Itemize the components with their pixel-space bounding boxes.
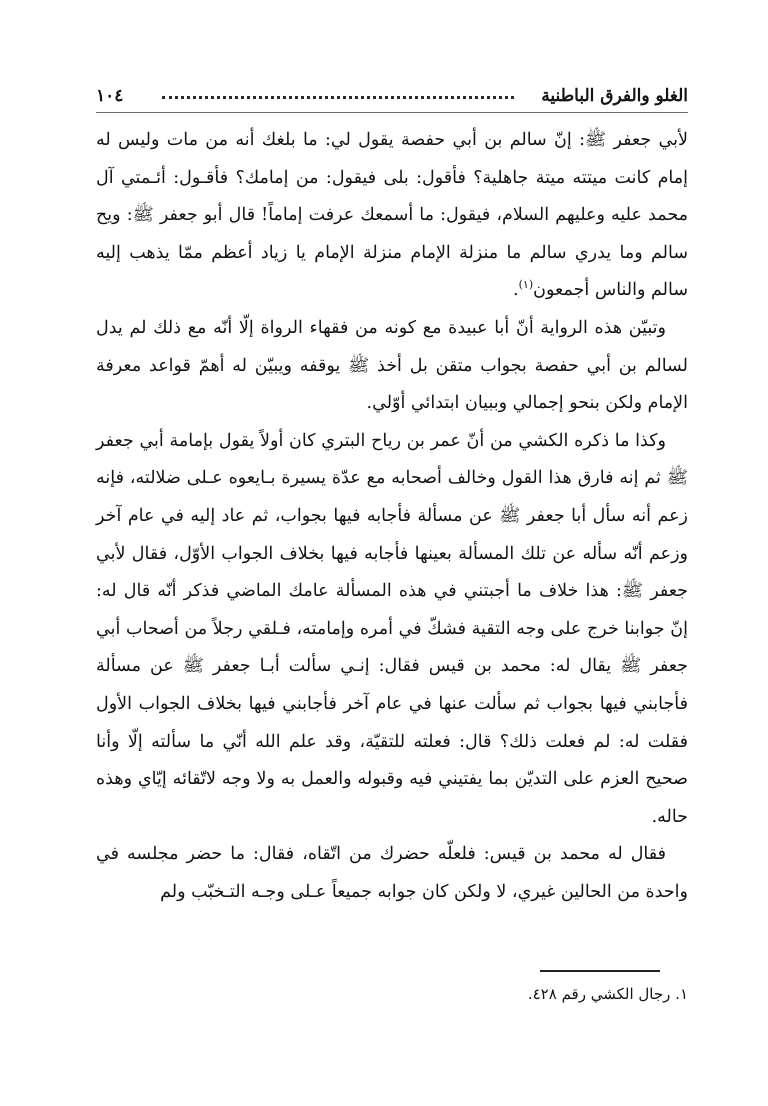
footnote-rule xyxy=(540,970,660,972)
running-title: الغلو والفرق الباطنية xyxy=(541,86,688,106)
paragraph-1-text: لأبي جعفر ﷺ: إنّ سالم بن أبي حفصة يقول لي: ما بلغك أنه من مات وليس له إمام كانت ميتته ميتة جاهلية؟ فأقول: بلى فيقول: من إمامك؟ فأقـول: أئـمتي آل محمد عليه وعليهم السلام، فيقول: ما أسمعك عرفت إماماً! قال أبو جعفر ﷺ: ويح سالم وما يدري سالم ما منزلة الإمام منزلة الإمام يا زياد أعظم ممّا يذهب إليه سالم والناس أجمعون xyxy=(96,130,688,301)
paragraph-1-end: . xyxy=(513,280,519,301)
footnote: ١. رجال الكشي رقم ٤٢٨. xyxy=(527,985,688,1003)
header-rule xyxy=(96,112,688,113)
body-text xyxy=(96,122,688,911)
footnote-reference: (١) xyxy=(518,278,534,292)
page-number: ١٠٤ xyxy=(96,86,124,106)
page-header xyxy=(96,80,688,112)
paragraph-2: وتبيّن هذه الرواية أنّ أبا عبيدة مع كونه من فقهاء الرواة إلّا أنّه مع ذلك لم يدل لسالم بن أبي حفصة بجواب متقن بل أخذ ﷺ يوقفه ويبيّن له أهمّ قواعد معرفة الإمام ولكن بنحو إجمالي وببيان ابتدائي أوّلي. xyxy=(96,317,688,414)
paragraph-3: وكذا ما ذكره الكشي من أنّ عمر بن رياح البتري كان أولاً يقول بإمامة أبي جعفر ﷺ ثم إنه فارق هذا القول وخالف أصحابه مع عدّة يسيرة بـايعوه عـلى ضلالته، فإنه زعم أنه سأل أبا جعفر ﷺ عن مسألة فأجابه فيها بجواب، ثم عاد إليه في عام آخر وزعم أنّه سأله عن تلك المسألة بعينها فأجابه فيها بخلاف الجواب الأوّل، فقال لأبي جعفر ﷺ: هذا خلاف ما أجبتني في هذه المسألة عامك الماضي فذكر أنّه قال له: إنّ جوابنا خرج على وجه التقية فشكّ في أمره وإمامته، فـلقي رجلاً من أصحاب أبي جعفر ﷺ يقال له: محمد بن قيس فقال: إنـي سألت أبـا جعفر ﷺ عن مسألة فأجابني فيها بجواب ثم سألت عنها في عام آخر فأجابني فيها بخلاف الجواب الأول فقلت له: لم فعلت ذلك؟ قال: فعلته للتقيّة، وقد علم الله أنّي ما سألته إلّا وأنا صحيح العزم على التديّن بما يفتيني فيه وقبوله والعمل به ولا وجه لاتّقائه إيّاي وهذه حاله. xyxy=(96,430,688,827)
paragraph-4: فقال له محمد بن قيس: فلعلّه حضرك من اتّقاه، فقال: ما حضر مجلسه في واحدة من الحالين غيري، لا ولكن كان جوابه جميعاً عـلى وجـه التـخبّب ولم xyxy=(96,844,688,902)
header-dot-leader xyxy=(162,96,514,99)
paragraph-1 xyxy=(96,122,688,310)
